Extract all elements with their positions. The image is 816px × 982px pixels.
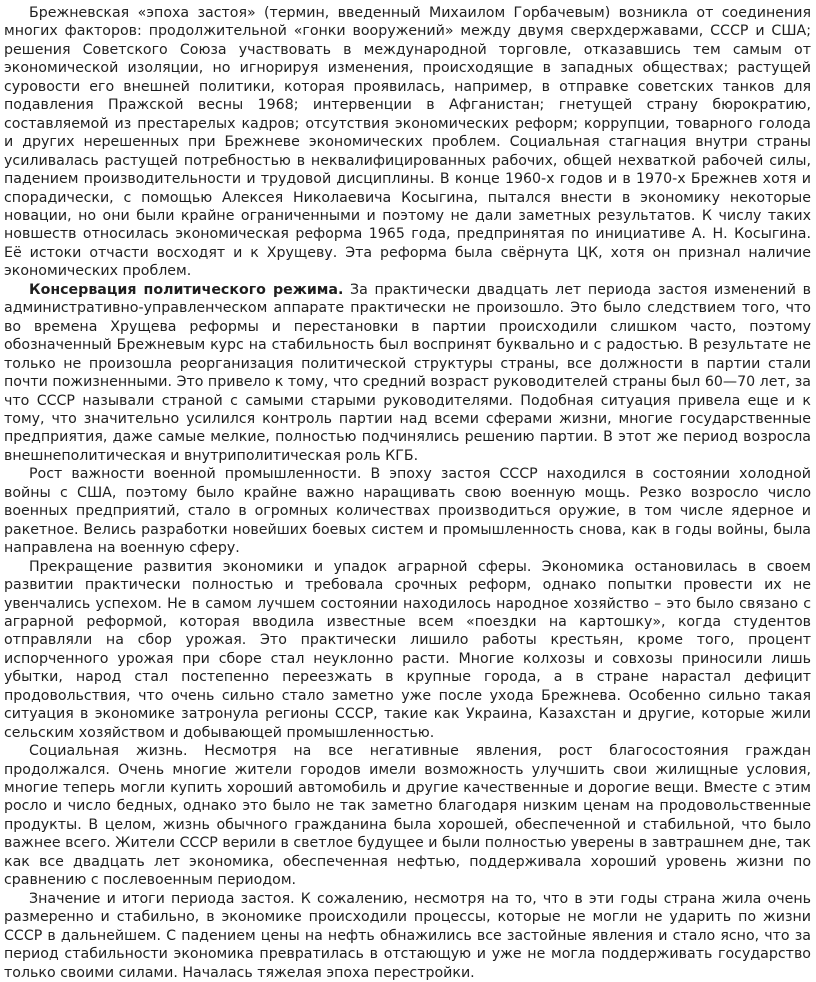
paragraph-text: Социальная жизнь. Несмотря на все негативные явления, рост благосостояния граждан продолжался. Очень многие жители городов имели возможность улучшить свои жилищные условия, многие теперь могли купить хороший автомобиль и другие качественные и дорогие вещи. Вместе с этим росло и число бедных, однако это было не так заметно благодаря низким ценам на продовольственные продукты. В целом, жизнь обычного гражданина была хорошей, обеспеченной и стабильной, что было важнее всего. Жители СССР верили в светлое будущее и были полностью уверены в завтрашнем дне, так как все двадцать лет экономика, обеспеченная нефтью, поддерживала хороший уровень жизни по сравнению с послевоенным периодом. — [4, 743, 811, 889]
paragraph-text: Рост важности военной промышленности. В эпоху застоя СССР находился в состоянии холодной войны с США, поэтому было крайне важно наращивать свою военную мощь. Резко возросло число военных предприятий, стало в огромных количествах производиться оружие, в том числе ядерное и ракетное. Велись разработки новейших боевых систем и промышленность снова, как в годы войны, была направлена на военную сферу. — [4, 466, 811, 557]
paragraph-results — [4, 890, 811, 982]
paragraph-text: Брежневская «эпоха застоя» (термин, введенный Михаилом Горбачевым) возникла от соединения многих факторов: продолжительной «гонки вооружений» между двумя сверхдержавами, СССР и США; решения Советского Союза участвовать в международной торговле, отказавшись тем самым от экономической изоляции, но игнорируя изменения, происходящие в западных обществах; растущей суровости его внешней политики, которая проявилась, например, в отправке советских танков для подавления Пражской весны 1968; интервенции в Афганистан; гнетущей страну бюрократию, составляемой из престарелых кадров; отсутствия экономических реформ; коррупции, товарного голода и других нерешенных при Брежневе экономических проблем. Социальная стагнация внутри страны усиливалась растущей потребностью в неквалифицированных рабочих, общей нехваткой рабочей силы, падением производительности и трудовой дисциплины. В конце 1960-х годов и в 1970-х Брежнев хотя и спорадически, с помощью Алексея Николаевича Косыгина, пытался внести в экономику некоторые новации, но они были крайне ограниченными и поэтому не дали заметных результатов. К числу таких новшеств относилась экономическая реформа 1965 года, предпринятая по инициативе А. Н. Косыгина. Её истоки отчасти восходят и к Хрущеву. Эта реформа была свёрнута ЦК, хотя он признал наличие экономических проблем. — [4, 5, 811, 280]
paragraph-text: Значение и итоги периода застоя. К сожалению, несмотря на то, что в эти годы страна жила очень размеренно и стабильно, в экономике происходили процессы, которые не могли не ударить по жизни СССР в дальнейшем. С падением цены на нефть обнажились все застойные явления и стало ясно, что за период стабильности экономика превратилась в отстающую и уже не могла поддерживать государство только своими силами. Началась тяжелая эпоха перестройки. — [4, 890, 811, 981]
paragraph-text: Прекращение развития экономики и упадок аграрной сферы. Экономика остановилась в своем развитии практически полностью и требовала срочных реформ, однако попытки провести их не увенчались успехом. Не в самом лучшем состоянии находилось народное хозяйство – это было связано с аграрной реформой, которая вводила известные всем «поездки на картошку», когда студентов отправляли на сбор урожая. Это практически лишило работы крестьян, кроме того, процент испорченного урожая при сборе стал неуклонно расти. Многие колхозы и совхозы приносили лишь убытки, народ стал постепенно переезжать в крупные города, а в стране нарастал дефицит продовольствия, что очень сильно стало заметно уже после ухода Брежнева. Особенно сильно такая ситуация в экономике затронула регионы СССР, такие как Украина, Казахстан и другие, которые жили сельским хозяйством и добывающей промышленностью. — [4, 558, 811, 741]
paragraph-heading: Консервация политического режима. — [29, 281, 344, 298]
paragraph-brezhnev-stagnation-intro — [4, 4, 811, 281]
paragraph-economy-agriculture — [4, 558, 811, 743]
paragraph-military-industry — [4, 465, 811, 557]
paragraph-political-conservation — [4, 281, 811, 466]
paragraph-text: За практически двадцать лет периода застоя изменений в административно-управленческом аппарате практически не произошло. Это было следствием того, что во времена Хрущева реформы и перестановки в партии происходили слишком часто, поэтому обозначенный Брежневым курс на стабильность был воспринят буквально и с радостью. В результате не только не произошла реорганизация политической структуры страны, все должности в партии стали почти пожизненными. Это привело к тому, что средний возраст руководителей страны был 60—70 лет, за что СССР называли страной с самыми старыми руководителями. Подобная ситуация привела еще и к тому, что значительно усилился контроль партии над всеми сферами жизни, многие государственные предприятия, даже самые мелкие, полностью подчинялись решению партии. В этот же период возросла внешнеполитическая и внутриполитическая роль КГБ. — [4, 281, 811, 464]
